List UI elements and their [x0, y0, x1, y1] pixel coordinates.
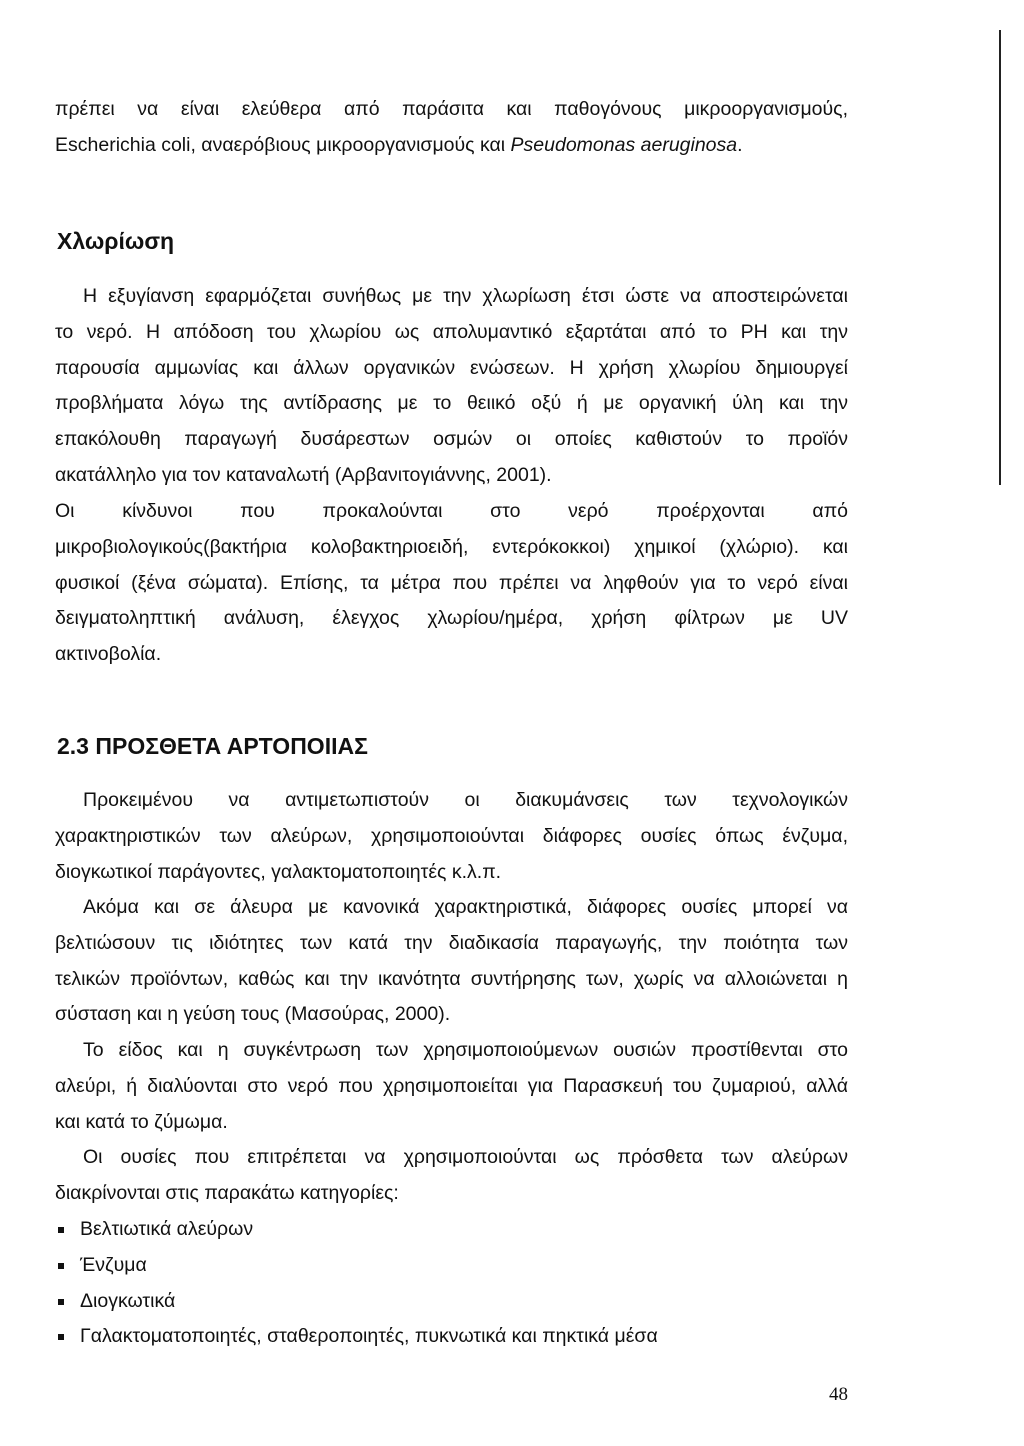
additives-paragraph-2	[55, 890, 848, 1033]
text-line: Προκειμένου να αντιμετωπιστούν οι διακυμάνσεις των τεχνολογικών	[83, 789, 848, 811]
text-line: σύσταση και η γεύση τους (Μασούρας, 2000).	[55, 1003, 451, 1026]
bullet-square-icon	[58, 1334, 64, 1340]
text-line: το νερό. Η απόδοση του χλωρίου ως απολυμαντικό εξαρτάται από το PH και την	[55, 320, 848, 343]
intro-paragraph	[55, 92, 848, 164]
text-line: Οι ουσίες που επιτρέπεται να χρησιμοποιούνται ως πρόσθετα των αλεύρων	[83, 1146, 848, 1168]
bullet-square-icon	[58, 1299, 64, 1305]
text-line: επακόλουθη παραγωγή δυσάρεστων οσμών οι οποίες καθιστούν το προϊόν	[55, 428, 848, 451]
list-item	[55, 1284, 848, 1320]
list-item-label: Ένζυμα	[80, 1253, 147, 1276]
text-line: Η εξυγίανση εφαρμόζεται συνήθως με την χλωρίωση έτσι ώστε να αποστειρώνεται	[83, 285, 848, 307]
list-item	[55, 1212, 848, 1248]
text-run: .	[737, 133, 743, 156]
additive-categories-list	[55, 1212, 848, 1355]
text-line: Το είδος και η συγκέντρωση των χρησιμοποιούμενων ουσιών προστίθενται στο	[83, 1039, 848, 1061]
italic-species-name: Pseudomonas aeruginosa	[510, 133, 738, 156]
text-line: Οι κίνδυνοι που προκαλούνται στο νερό προέρχονται από	[55, 500, 848, 522]
list-item-label: Γαλακτοματοποιητές, σταθεροποιητές, πυκνωτικά και πηκτικά μέσα	[80, 1325, 658, 1348]
text-line: τελικών προϊόντων, καθώς και την ικανότητα συντήρησης των, χωρίς να αλλοιώνεται η	[55, 967, 848, 990]
bullet-square-icon	[58, 1263, 64, 1269]
text-line: χαρακτηριστικών των αλεύρων, χρησιμοποιούνται διάφορες ουσίες όπως ένζυμα,	[55, 824, 848, 847]
text-line: βελτιώσουν τις ιδιότητες των κατά την διαδικασία παραγωγής, την ποιότητα των	[55, 931, 848, 954]
additives-paragraph-4	[55, 1140, 848, 1212]
text-line: δειγματοληπτική ανάλυση, έλεγχος χλωρίου/ημέρα, χρήση φίλτρων με UV	[55, 607, 848, 630]
text-line: παρουσία αμμωνίας και άλλων οργανικών ενώσεων. Η χρήση χλωρίου δημιουργεί	[55, 356, 848, 379]
text-line: πρέπει να είναι ελεύθερα από παράσιτα και παθογόνους μικροοργανισμούς,	[55, 98, 848, 120]
chlorination-paragraph-2	[55, 494, 848, 673]
additives-paragraph-1	[55, 783, 848, 890]
text-line: φυσικοί (ξένα σώματα). Επίσης, τα μέτρα που πρέπει να ληφθούν για το νερό είναι	[55, 571, 848, 594]
text-line: μικροβιολογικούς(βακτήρια κολοβακτηριοειδή, εντερόκοκκοι) χημικοί (χλώριο). και	[55, 535, 848, 558]
text-line: ακατάλληλο για τον καταναλωτή (Αρβανιτογιάννης, 2001).	[55, 463, 552, 486]
text-run: Escherichia coli, αναερόβιους μικροοργανισμούς και	[55, 133, 511, 156]
text-line: και κατά το ζύμωμα.	[55, 1110, 228, 1133]
section-heading-chlorination: Χλωρίωση	[57, 228, 175, 254]
text-line: προβλήματα λόγω της αντίδρασης με το θειικό οξύ ή με οργανική ύλη και την	[55, 392, 848, 415]
text-line: διογκωτικοί παράγοντες, γαλακτοματοποιητές κ.λ.π.	[55, 860, 502, 883]
list-item-label: Βελτιωτικά αλεύρων	[80, 1218, 254, 1240]
text-line: ακτινοβολία.	[55, 643, 162, 666]
chlorination-paragraph-1	[55, 279, 848, 494]
text-line	[55, 128, 848, 164]
list-item	[55, 1248, 848, 1284]
page-number: 48	[829, 1384, 848, 1405]
bullet-square-icon	[58, 1227, 64, 1233]
additives-paragraph-3	[55, 1033, 848, 1140]
section-heading-additives: 2.3 ΠΡΟΣΘΕΤΑ ΑΡΤΟΠΟΙΙΑΣ	[57, 733, 368, 759]
text-line: διακρίνονται στις παρακάτω κατηγορίες:	[55, 1181, 399, 1204]
list-item	[55, 1319, 848, 1355]
text-line: αλεύρι, ή διαλύονται στο νερό που χρησιμοποιείται για Παρασκευή του ζυμαριού, αλλά	[55, 1074, 848, 1097]
text-line: Ακόμα και σε άλευρα με κανονικά χαρακτηριστικά, διάφορες ουσίες μπορεί να	[83, 896, 848, 918]
list-item-label: Διογκωτικά	[80, 1289, 176, 1312]
scan-edge-line	[999, 30, 1001, 485]
